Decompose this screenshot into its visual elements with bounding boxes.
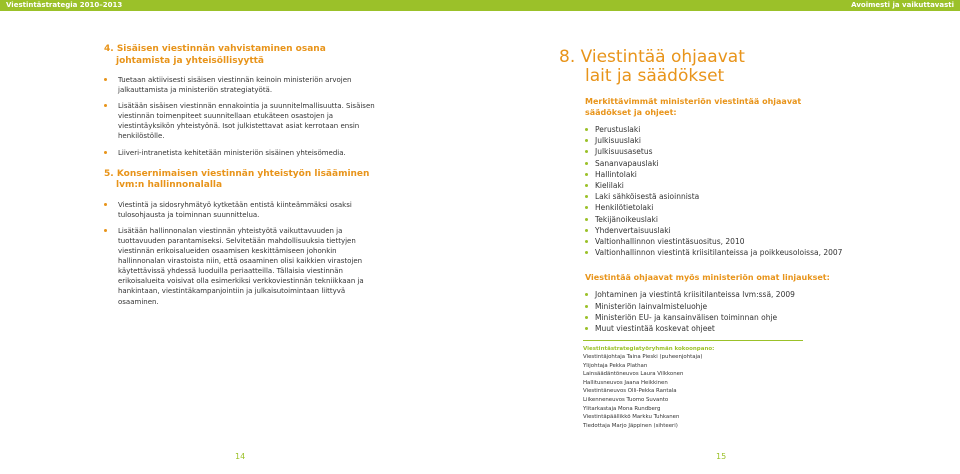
- section-5-list: [104, 200, 384, 307]
- header-bar: [0, 0, 960, 11]
- member: Viestintäjohtaja Taina Pieski (puheenjohtaja): [583, 354, 703, 360]
- header-left-text: Viestintästrategia 2010–2013: [6, 1, 123, 9]
- section-8-title: 8. Viestintää ohjaavat lait ja säädökset: [559, 47, 745, 86]
- list-item: Hallintolaki: [585, 169, 889, 180]
- left-page: [104, 44, 384, 313]
- member: Liikenneneuvos Tuomo Suvanto: [583, 396, 669, 403]
- section-4-title: 4. Sisäisen viestinnän vahvistaminen osana johtamista ja yhteisöllisyyttä: [104, 44, 326, 66]
- list-item: Johtaminen ja viestintä kriisitilanteissa lvm:ssä, 2009: [585, 289, 889, 300]
- list-item: Lisätään sisäisen viestinnän ennakointia ja suunnitelmallisuutta. Sisäisen viestinnän toimenpiteet suunnitellaan etukäteen osastojen ja viestintäyksikön yhteistyönä. Isot julkistettavat asiat kerrotaan ensin henkilöstölle.: [104, 101, 384, 141]
- list-item: Tekijänoikeuslaki: [585, 214, 889, 225]
- list-item: Henkilötietolaki: [585, 202, 889, 213]
- list-item: Liiveri-intranetista kehitetään ministeriön sisäinen yhteisömedia.: [104, 148, 384, 158]
- list-item: Ministeriön EU- ja kansainvälisen toiminnan ohje: [585, 312, 889, 323]
- list-item: Lisätään hallinnonalan viestinnän yhteistyötä vaikuttavuuden ja tuottavuuden parantamiseksi. Selvitetään mahdollisuuksia tiettyjen viestinnän erikoisalueiden osaamisen keskittämiseen johonkin hallinnonalan virastoista niin, että osaaminen olisi kaikkien virastojen käytettävissä yhdessä luoduilla periaatteilla. Tällaisia viestinnän erikoisalueita voisivat olla esimerkiksi verkkoviestinnän tekniikkaan ja hankintaan, viestintäkampanjointiin ja julkaisutoimintaan liittyvä osaaminen.: [104, 226, 384, 307]
- list-item: Ministeriön lainvalmisteluohje: [585, 301, 889, 312]
- member: Viestintäneuvos Olli-Pekka Rantala: [583, 388, 677, 395]
- list-item: Muut viestintää koskevat ohjeet: [585, 323, 889, 334]
- list-item: Tuetaan aktiivisesti sisäisen viestinnän keinoin ministeriön arvojen jalkauttamista ja ministeriön strategiatyötä.: [104, 75, 384, 95]
- list-item: Julkisuuslaki: [585, 135, 889, 146]
- policies-list: [559, 289, 889, 334]
- member: Viestintäpäällikkö Markku Tuhkanen: [583, 414, 680, 421]
- workgroup-members: [583, 353, 803, 430]
- laws-list: [559, 124, 889, 258]
- section-4-list: [104, 75, 384, 158]
- list-item: Perustuslaki: [585, 124, 889, 135]
- member: Ylitarkastaja Mona Rundberg: [583, 405, 661, 412]
- header-right-text: Avoimesti ja vaikuttavasti: [851, 1, 954, 9]
- list-item: Julkisuusasetus: [585, 146, 889, 157]
- list-item: Sananvapauslaki: [585, 158, 889, 169]
- list-item: Laki sähköisestä asioinnista: [585, 191, 889, 202]
- list-item: Valtionhallinnon viestintä kriisitilanteissa ja poikkeusoloissa, 2007: [585, 247, 889, 258]
- policies-subheading: Viestintää ohjaavat myös ministeriön omat linjaukset:: [585, 273, 830, 283]
- section-5-title: 5. Konsernimaisen viestinnän yhteistyön lisääminen lvm:n hallinnonalalla: [104, 168, 370, 191]
- right-page: [559, 48, 889, 334]
- member: Ylijohtaja Pekka Plathan: [583, 362, 648, 369]
- laws-subheading: Merkittävimmät ministeriön viestintää ohjaavat säädökset ja ohjeet:: [585, 97, 802, 117]
- member: Tiedottaja Marjo Jäppinen (sihteeri): [583, 422, 678, 429]
- workgroup-heading: Viestintästrategiatyöryhmän kokoonpano:: [583, 346, 715, 352]
- list-item: Valtionhallinnon viestintäsuositus, 2010: [585, 236, 889, 247]
- page-number-right: 15: [716, 452, 727, 461]
- list-item: Viestintä ja sidosryhmätyö kytketään entistä kiinteämmäksi osaksi tulosohjausta ja toiminnan suunnittelua.: [104, 200, 384, 220]
- page-number-left: 14: [235, 452, 246, 461]
- member: Lainsäädäntöneuvos Laura Vilkkonen: [583, 371, 684, 378]
- list-item: Yhdenvertaisuuslaki: [585, 225, 889, 236]
- list-item: Kielilaki: [585, 180, 889, 191]
- workgroup-box: [583, 340, 803, 430]
- member: Hallitusneuvos Jaana Heikkinen: [583, 379, 668, 386]
